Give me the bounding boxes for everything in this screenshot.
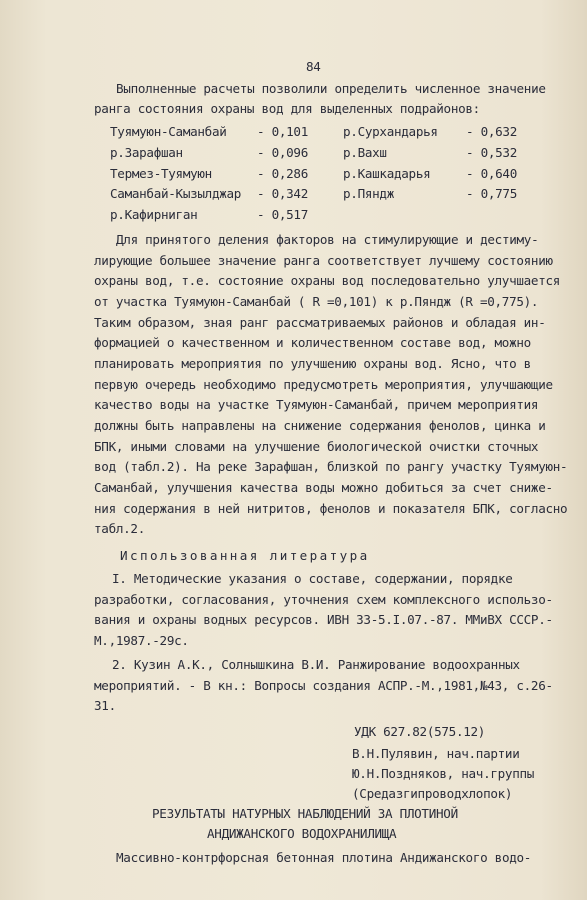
reference-line: вания и охраны водных ресурсов. ИВН 33-5.I.07.-87. ММиВХ СССР.- [94,612,553,627]
paragraph-line: от участка Туямуюн-Саманбай ( R =0,101) к р.Пяндж (R =0,775). [94,294,539,309]
paragraph-line: охраны вод, т.е. состояние охраны вод последовательно улучшается [94,273,561,288]
rank-left-name: р.Кафирниган [110,207,198,222]
paragraph-line: Для принятого деления факторов на стимулирующие и дестиму- [116,232,539,247]
rank-left-value: - 0,286 [257,166,308,181]
paragraph-line: ния содержания в ней нитритов, фенолов и показателя БПК, согласно [94,501,568,516]
rank-left-name: Туямуюн-Саманбай [110,124,227,139]
intro-line: Выполненные расчеты позволили определить численное значение [116,81,546,96]
rank-left-name: Саманбай-Кызылджар [110,186,242,201]
paragraph-line: формацией о качественном и количественном составе вод, можно [94,335,531,350]
udk-code: УДК 627.82(575.12) [354,724,486,739]
reference-line: мероприятий. - В кн.: Вопросы создания АСПР.-М.,1981,№43, с.26- [94,678,553,693]
rank-left-name: р.Зарафшан [110,145,183,160]
intro-line: ранга состояния охраны вод для выделенных подрайонов: [94,101,480,116]
rank-right-value: - 0,632 [466,124,517,139]
rank-left-value: - 0,342 [257,186,308,201]
paragraph-line: планировать мероприятия по улучшению охраны вод. Ясно, что в [94,356,531,371]
paragraph-line: Таким образом, зная ранг рассматриваемых районов и обладая ин- [94,315,546,330]
reference-line: I. Методические указания о составе, содержании, порядке [112,571,513,586]
paragraph-line: вод (табл.2). На реке Зарафшан, близкой по рангу участку Туямуюн- [94,459,568,474]
paragraph-line: должны быть направлены на снижение содержания фенолов, цинка и [94,418,546,433]
rank-left-value: - 0,101 [257,124,308,139]
article-first-line: Массивно-контрфорсная бетонная плотина Андижанского водо- [116,850,532,865]
literature-heading: Использованная литература [120,548,370,563]
rank-right-name: р.Пяндж [343,186,394,201]
rank-right-value: - 0,640 [466,166,517,181]
reference-line: М.,1987.-29с. [94,633,189,648]
reference-line: 31. [94,698,116,713]
rank-left-name: Термез-Туямуюн [110,166,212,181]
rank-right-name: р.Вахш [343,145,387,160]
article-title-line: АНДИЖАНСКОГО ВОДОХРАНИЛИЩА [207,826,397,841]
rank-right-value: - 0,775 [466,186,517,201]
paragraph-line: БПК, иными словами на улучшение биологической очистки сточных [94,439,539,454]
paragraph-line: Саманбай, улучшения качества воды можно добиться за счет сниже- [94,480,553,495]
author-line: (Средазгипроводхлопок) [352,786,513,801]
rank-right-value: - 0,532 [466,145,517,160]
paragraph-line: табл.2. [94,521,145,536]
rank-right-name: р.Сурхандарья [343,124,438,139]
rank-right-name: р.Кашкадарья [343,166,431,181]
paragraph-line: лирующие большее значение ранга соответствует лучшему состоянию [94,253,553,268]
author-line: Ю.Н.Поздняков, нач.группы [352,766,535,781]
paragraph-line: первую очередь необходимо предусмотреть мероприятия, улучшающие [94,377,553,392]
article-title-line: РЕЗУЛЬТАТЫ НАТУРНЫХ НАБЛЮДЕНИЙ ЗА ПЛОТИНОЙ [152,806,458,821]
reference-line: 2. Кузин А.К., Солнышкина В.И. Ранжирование водоохранных [112,657,520,672]
paragraph-line: качество воды на участке Туямуюн-Саманбай, причем мероприятия [94,397,539,412]
page-number: 84 [306,59,321,74]
rank-left-value: - 0,096 [257,145,308,160]
author-line: В.Н.Пулявин, нач.партии [352,746,520,761]
reference-line: разработки, согласования, уточнения схем комплексного использо- [94,592,553,607]
rank-left-value: - 0,517 [257,207,308,222]
